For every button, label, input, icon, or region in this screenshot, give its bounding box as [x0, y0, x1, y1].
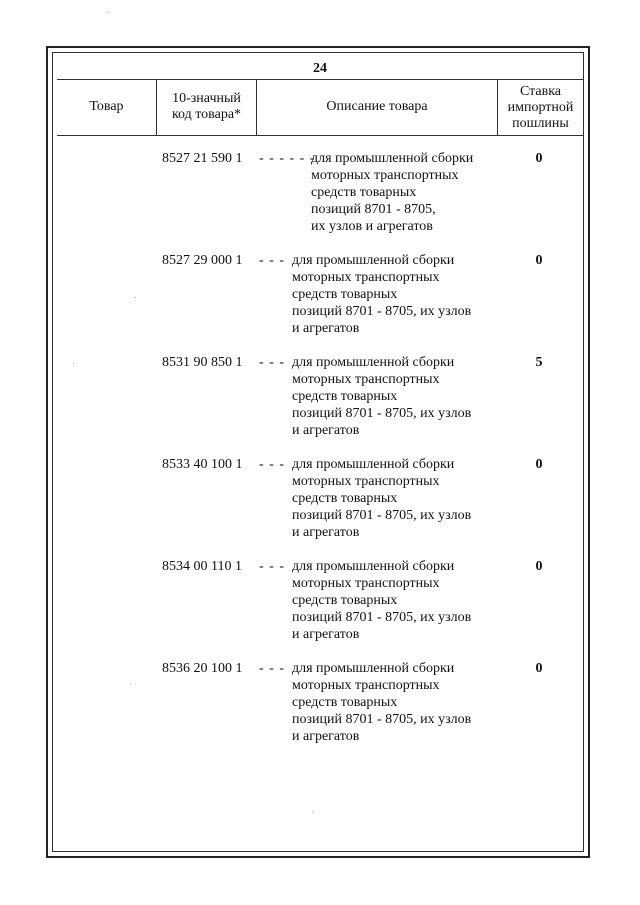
description-line: для промышленной сборки	[292, 253, 455, 268]
tariff-code: 8527 21 590 1	[162, 151, 243, 166]
scan-speck	[312, 812, 313, 813]
duty-rate: 0	[535, 151, 543, 166]
description-line: средств товарных	[292, 389, 398, 404]
description-line: для промышленной сборки	[292, 661, 455, 676]
description-line: средств товарных	[292, 287, 398, 302]
header-rate-line1: Ставка	[519, 84, 562, 99]
row-description	[311, 150, 473, 235]
description-line: средств товарных	[292, 491, 398, 506]
description-line: позиций 8701 - 8705, их узлов	[292, 304, 472, 319]
row-description	[292, 354, 471, 439]
scan-speck	[130, 683, 131, 684]
header-rate-line2: импортной	[507, 100, 574, 115]
description-line: для промышленной сборки	[292, 559, 455, 574]
description-line: для промышленной сборки	[292, 457, 455, 472]
duty-rate: 0	[535, 253, 543, 268]
description-line: позиций 8701 - 8705, их узлов	[292, 508, 472, 523]
description-line: моторных транспортных	[292, 270, 440, 285]
header-code	[157, 91, 256, 123]
description-line: средств товарных	[311, 185, 417, 200]
description-line: позиций 8701 - 8705, их узлов	[292, 610, 472, 625]
description-line: для промышленной сборки	[292, 355, 455, 370]
header-description: Описание товара	[326, 99, 428, 114]
dash-marker: - - -	[259, 355, 285, 370]
dash-marker: - - -	[259, 457, 285, 472]
scan-speck	[73, 363, 74, 364]
header-code-line2: код товара*	[171, 107, 242, 122]
row-description	[292, 252, 471, 337]
header-code-line1: 10-значный	[172, 91, 241, 106]
description-line: и агрегатов	[292, 423, 360, 438]
row-description	[292, 456, 471, 541]
row-description	[292, 660, 471, 745]
dash-marker: - - -	[259, 559, 285, 574]
header-top-rule	[57, 79, 583, 80]
duty-rate: 0	[535, 457, 543, 472]
header-rate	[498, 84, 583, 132]
dash-marker: - - -	[259, 253, 285, 268]
page-number: 24	[313, 61, 327, 76]
dash-marker: - - - - - -	[259, 151, 316, 166]
description-line: позиций 8701 - 8705,	[311, 202, 436, 217]
header-goods: Товар	[89, 99, 124, 114]
tariff-code: 8534 00 110 1	[162, 559, 242, 574]
tariff-code: 8533 40 100 1	[162, 457, 243, 472]
description-line: для промышленной сборки	[311, 151, 474, 166]
description-line: их узлов и агрегатов	[311, 219, 433, 234]
description-line: средств товарных	[292, 593, 398, 608]
description-line: моторных транспортных	[292, 678, 440, 693]
tariff-code: 8536 20 100 1	[162, 661, 243, 676]
description-line: позиций 8701 - 8705, их узлов	[292, 712, 472, 727]
header-rate-line3: пошлины	[512, 116, 569, 131]
row-description	[292, 558, 471, 643]
tariff-code: 8527 29 000 1	[162, 253, 243, 268]
duty-rate: 0	[535, 661, 543, 676]
description-line: и агрегатов	[292, 321, 360, 336]
description-line: моторных транспортных	[292, 372, 440, 387]
dash-marker: - - -	[259, 661, 285, 676]
scan-speck	[108, 12, 109, 13]
description-line: моторных транспортных	[292, 576, 440, 591]
description-line: позиций 8701 - 8705, их узлов	[292, 406, 472, 421]
header-bottom-rule	[57, 135, 583, 136]
duty-rate: 5	[535, 355, 543, 370]
description-line: и агрегатов	[292, 525, 360, 540]
description-line: моторных транспортных	[292, 474, 440, 489]
duty-rate: 0	[535, 559, 543, 574]
scan-speck	[135, 297, 136, 298]
description-line: моторных транспортных	[311, 168, 459, 183]
description-line: и агрегатов	[292, 729, 360, 744]
description-line: и агрегатов	[292, 627, 360, 642]
description-line: средств товарных	[292, 695, 398, 710]
tariff-code: 8531 90 850 1	[162, 355, 243, 370]
